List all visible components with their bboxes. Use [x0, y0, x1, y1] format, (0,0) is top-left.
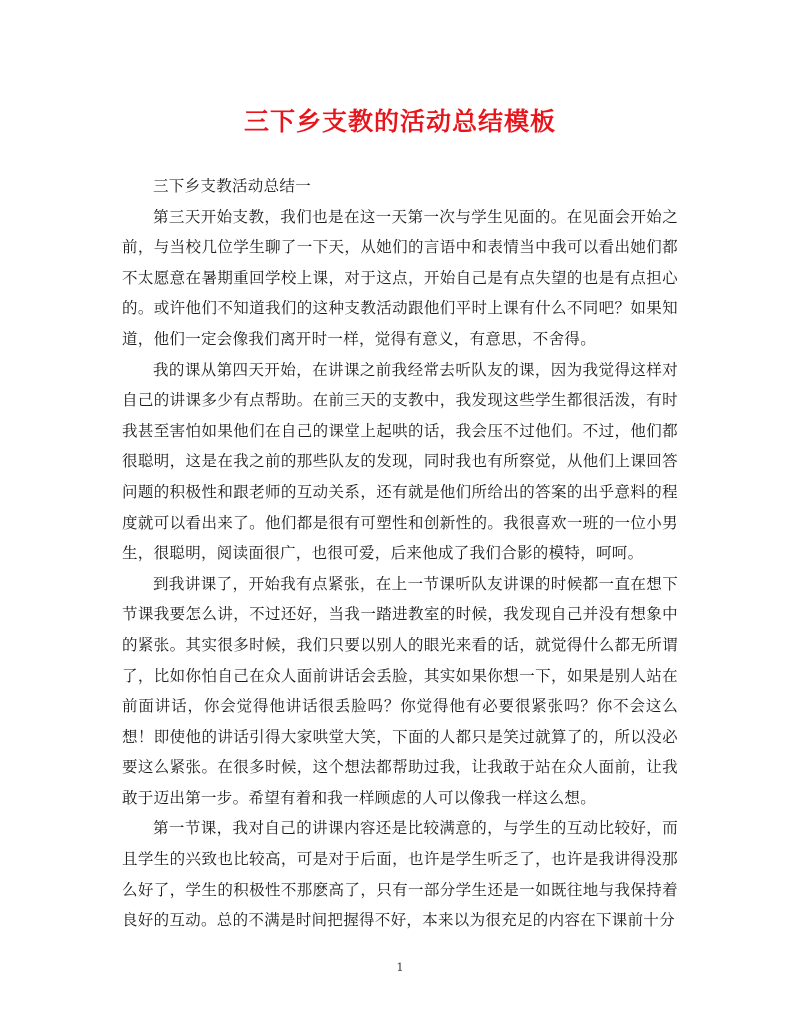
paragraph-2: 我的课从第四天开始，在讲课之前我经常去听队友的课，因为我觉得这样对自己的讲课多少有点帮助。在前三天的支教中，我发现这些学生都很活泼，有时我甚至害怕如果他们在自己的课堂上起哄的话，我会压不过他们。不过，他们都很聪明，这是在我之前的那些队友的发现，同时我也有所察觉，从他们上课回答问题的积极性和跟老师的互动关系，还有就是他们所给出的答案的出乎意料的程度就可以看出来了。他们都是很有可塑性和创新性的。我很喜欢一班的一位小男生，很聪明，阅读面很广，也很可爱，后来他成了我们合影的模特，呵呵。	[122, 360, 678, 563]
document-body	[122, 171, 678, 936]
paragraph-4: 第一节课，我对自己的讲课内容还是比较满意的，与学生的互动比较好，而且学生的兴致也比较高，可是对于后面，也许是学生听乏了，也许是我讲得没那么好了，学生的积极性不那麽高了，只有一部分学生还是一如既往地与我保持着良好的互动。总的不满是时间把握得不好，本来以为很充足的内容在下课前十分	[122, 819, 678, 930]
section-heading: 三下乡支教活动总结一	[153, 177, 312, 195]
paragraph-1: 第三天开始支教，我们也是在这一天第一次与学生见面的。在见面会开始之前，与当校几位学生聊了一下天，从她们的言语中和表情当中我可以看出她们都不太愿意在暑期重回学校上课，对于这点，开始自己是有点失望的也是有点担心的。或许他们不知道我们的这种支教活动跟他们平时上课有什么不同吧？如果知道，他们一定会像我们离开时一样，觉得有意义，有意思，不舍得。	[122, 207, 678, 348]
page-number: 1	[396, 961, 404, 974]
document-title: 三下乡支教的活动总结模板	[243, 107, 556, 136]
paragraph-3: 到我讲课了，开始我有点紧张，在上一节课听队友讲课的时候都一直在想下节课我要怎么讲，不过还好，当我一踏进教室的时候，我发现自己并没有想象中的紧张。其实很多时候，我们只要以别人的眼光来看的话，就觉得什么都无所谓了，比如你怕自己在众人面前讲话会丢脸，其实如果你想一下，如果是别人站在前面讲话，你会觉得他讲话很丢脸吗？你觉得他有必要很紧张吗？你不会这么想！即使他的讲话引得大家哄堂大笑，下面的人都只是笑过就算了的，所以没必要这么紧张。在很多时候，这个想法都帮助过我，让我敢于站在众人面前，让我敢于迈出第一步。希望有着和我一样顾虑的人可以像我一样这么想。	[122, 574, 678, 807]
